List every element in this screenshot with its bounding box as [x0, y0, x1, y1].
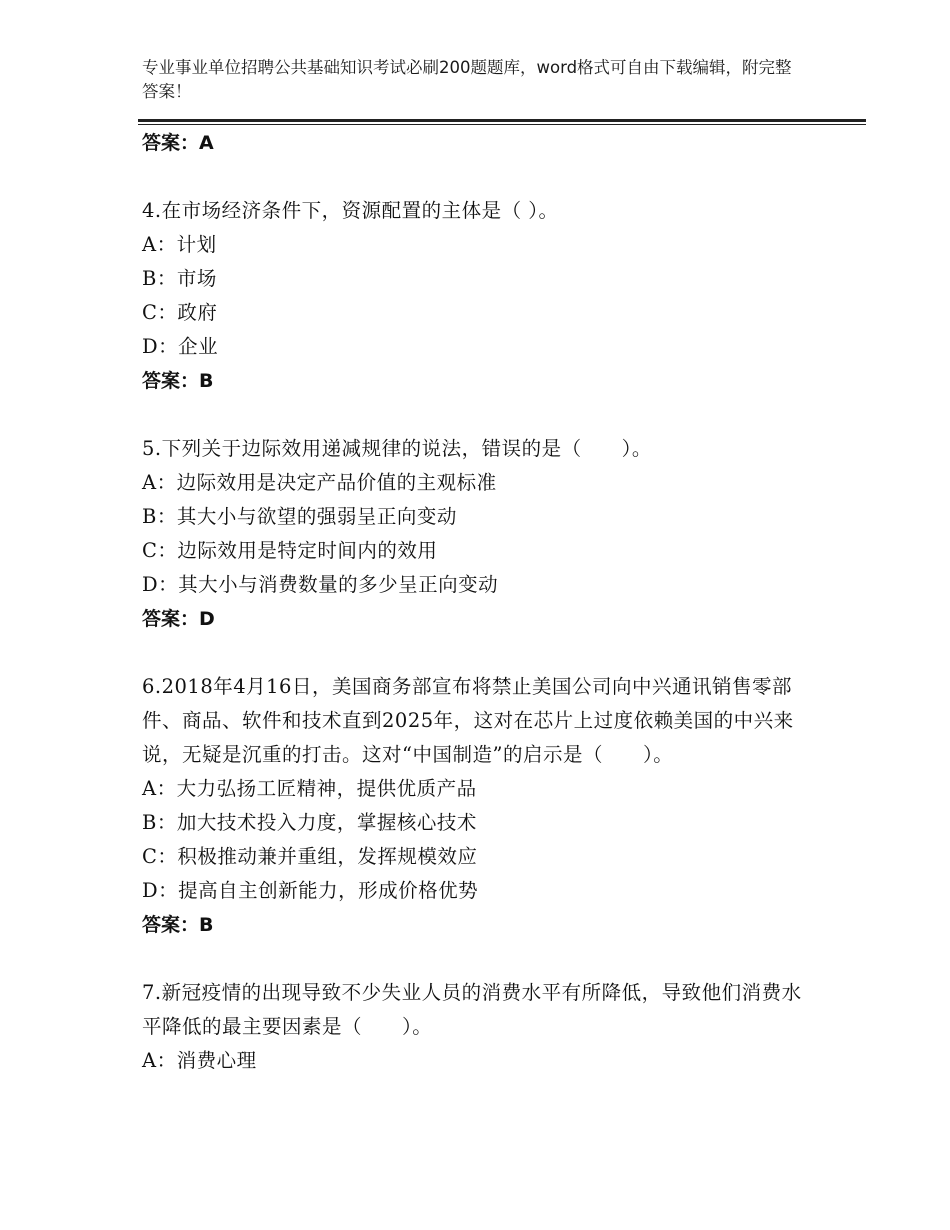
option-a: A：消费心理 — [142, 1049, 257, 1072]
option-a: A：大力弘扬工匠精神，提供优质产品 — [142, 777, 477, 800]
answer-line: 答案：B — [142, 914, 214, 936]
option-c: C：政府 — [142, 301, 218, 324]
question-stem: 7.新冠疫情的出现导致不少失业人员的消费水平有所降低，导致他们消费水平降低的最主要因素是（ ）。 — [142, 981, 802, 1038]
answer-line: 答案：B — [142, 370, 214, 392]
question-5 — [142, 432, 802, 636]
answer-line: 答案：D — [142, 608, 215, 630]
option-b: B：其大小与欲望的强弱呈正向变动 — [142, 505, 457, 528]
question-stem: 5.下列关于边际效用递减规律的说法，错误的是（ ）。 — [142, 437, 652, 460]
option-d: D：提高自主创新能力，形成价格优势 — [142, 879, 479, 902]
question-6 — [142, 670, 802, 942]
option-d: D：其大小与消费数量的多少呈正向变动 — [142, 573, 499, 596]
option-c: C：边际效用是特定时间内的效用 — [142, 539, 438, 562]
question-stem: 6.2018年4月16日，美国商务部宣布将禁止美国公司向中兴通讯销售零部件、商品、软件和技术直到2025年，这对在芯片上过度依赖美国的中兴来说，无疑是沉重的打击。这对“中国制造”的启示是（ ）。 — [142, 675, 794, 766]
option-d: D：企业 — [142, 335, 219, 358]
option-a: A：边际效用是决定产品价值的主观标准 — [142, 471, 497, 494]
document-header: 专业事业单位招聘公共基础知识考试必刷200题题库，word格式可自由下载编辑，附完整答案！ — [142, 58, 792, 101]
option-b: B：加大技术投入力度，掌握核心技术 — [142, 811, 477, 834]
option-b: B：市场 — [142, 267, 217, 290]
question-stem: 4.在市场经济条件下，资源配置的主体是（ ）。 — [142, 199, 559, 222]
option-a: A：计划 — [142, 233, 217, 256]
question-7 — [142, 976, 802, 1078]
header-rule — [138, 119, 866, 122]
answer-line: 答案：A — [142, 132, 214, 154]
question-4 — [142, 194, 802, 398]
question-list — [142, 124, 802, 1078]
option-c: C：积极推动兼并重组，发挥规模效应 — [142, 845, 478, 868]
